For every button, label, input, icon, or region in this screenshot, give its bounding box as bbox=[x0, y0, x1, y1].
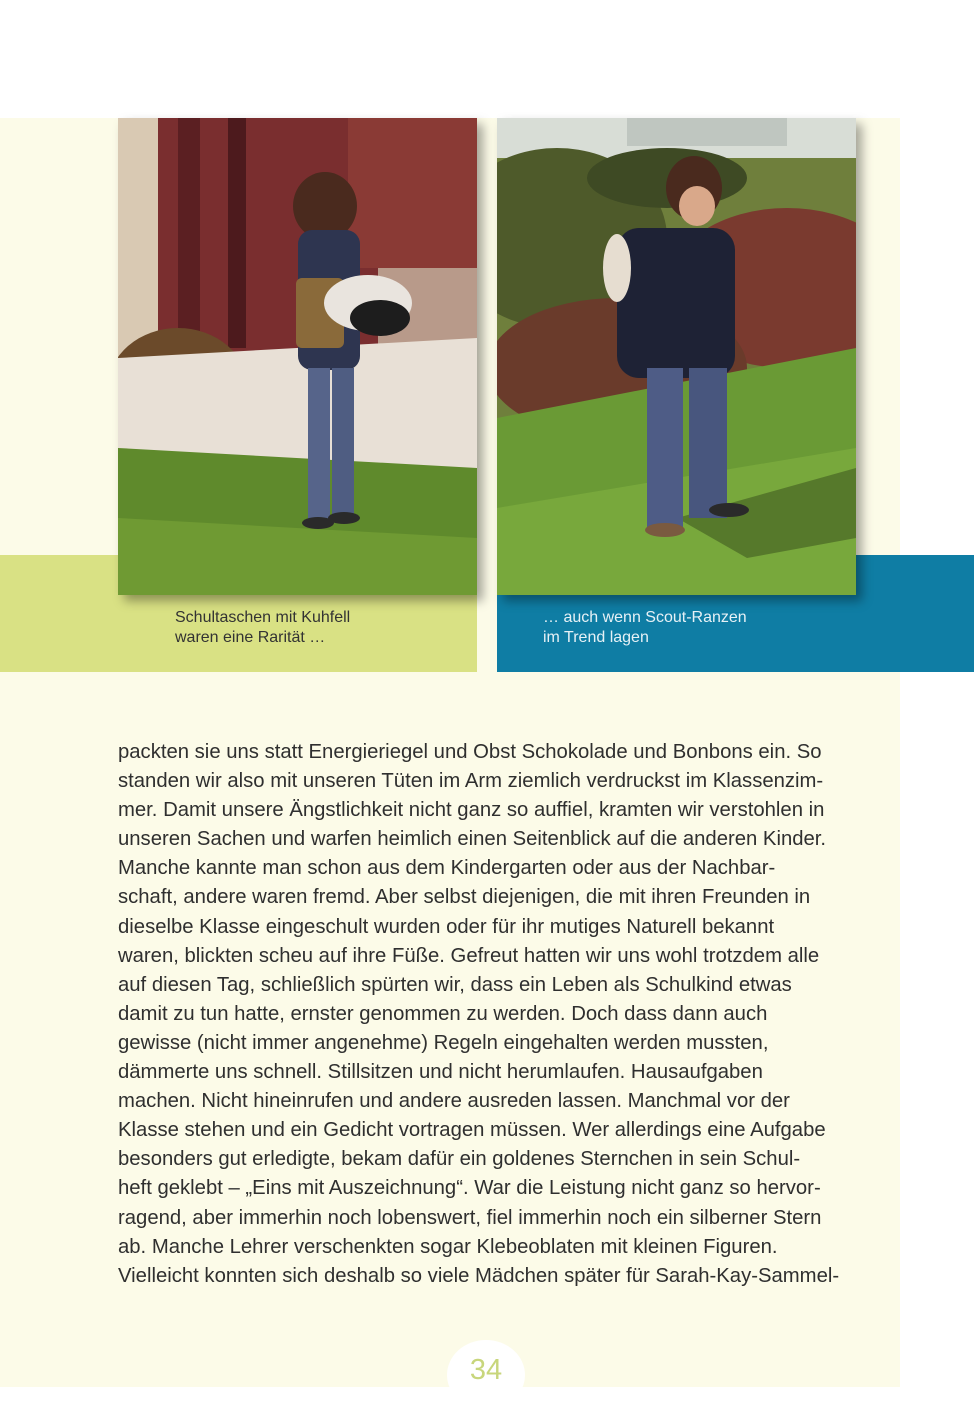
body-paragraph bbox=[118, 738, 878, 1291]
photo-boy-back-view bbox=[118, 118, 477, 595]
text-line: Manche kannte man schon aus dem Kindergarten oder aus der Nachbar- bbox=[118, 857, 776, 880]
caption-right bbox=[543, 608, 747, 648]
text-line: packten sie uns statt Energieriegel und Obst Schokolade und Bonbons ein. So bbox=[118, 741, 822, 763]
text-line: damit zu tun hatte, ernster genommen zu werden. Doch dass dann auch bbox=[118, 1002, 768, 1025]
text-line: unseren Sachen und warfen heimlich einen Seitenblick auf die anderen Kinder. bbox=[118, 828, 827, 851]
text-line: gewisse (nicht immer angenehme) Regeln eingehalten werden mussten, bbox=[118, 1031, 769, 1054]
text-line: standen wir also mit unseren Tüten im Arm ziemlich verdruckst im Klassenzim- bbox=[118, 770, 824, 793]
text-line: mer. Damit unsere Ängstlichkeit nicht ganz so auffiel, kramten wir verstohlen in bbox=[118, 799, 825, 822]
text-line: besonders gut erledigte, bekam dafür ein goldenes Sternchen in sein Schul- bbox=[118, 1148, 801, 1171]
text-line: auf diesen Tag, schließlich spürten wir, dass ein Leben als Schulkind etwas bbox=[118, 973, 792, 996]
caption-left bbox=[175, 608, 350, 648]
text-line: schaft, andere waren fremd. Aber selbst diejenigen, die mit ihren Freunden in bbox=[118, 886, 811, 909]
photo-boy-front-view bbox=[497, 118, 856, 595]
caption-left-line: waren eine Rarität … bbox=[175, 629, 326, 646]
text-line: ab. Manche Lehrer verschenkten sogar Klebeoblaten mit kleinen Figuren. bbox=[118, 1235, 778, 1258]
text-line: Klasse stehen und ein Gedicht vortragen müssen. Wer allerdings eine Aufgabe bbox=[118, 1119, 826, 1142]
caption-right-line: im Trend lagen bbox=[543, 629, 649, 646]
text-line: dämmerte uns schnell. Stillsitzen und nicht herumlaufen. Hausaufgaben bbox=[118, 1061, 763, 1084]
text-line: heft geklebt – „Eins mit Auszeichnung“. War die Leistung nicht ganz so hervor- bbox=[118, 1177, 821, 1200]
text-line: machen. Nicht hineinrufen und andere ausreden lassen. Manchmal vor der bbox=[118, 1090, 790, 1113]
text-line: waren, blickten scheu auf ihre Füße. Gefreut hatten wir uns wohl trotzdem alle bbox=[118, 944, 820, 967]
caption-left-line: Schultaschen mit Kuhfell bbox=[175, 609, 351, 626]
page-number: 34 bbox=[469, 1354, 503, 1386]
text-line: dieselbe Klasse eingeschult wurden oder für ihr mutiges Naturell bekannt bbox=[118, 915, 775, 938]
caption-right-line: … auch wenn Scout-Ranzen bbox=[543, 609, 747, 626]
text-line: ragend, aber immerhin noch lobenswert, fiel immerhin noch ein silberner Stern bbox=[118, 1206, 822, 1229]
text-line: Vielleicht konnten sich deshalb so viele Mädchen später für Sarah-Kay-Sammel- bbox=[118, 1264, 840, 1287]
